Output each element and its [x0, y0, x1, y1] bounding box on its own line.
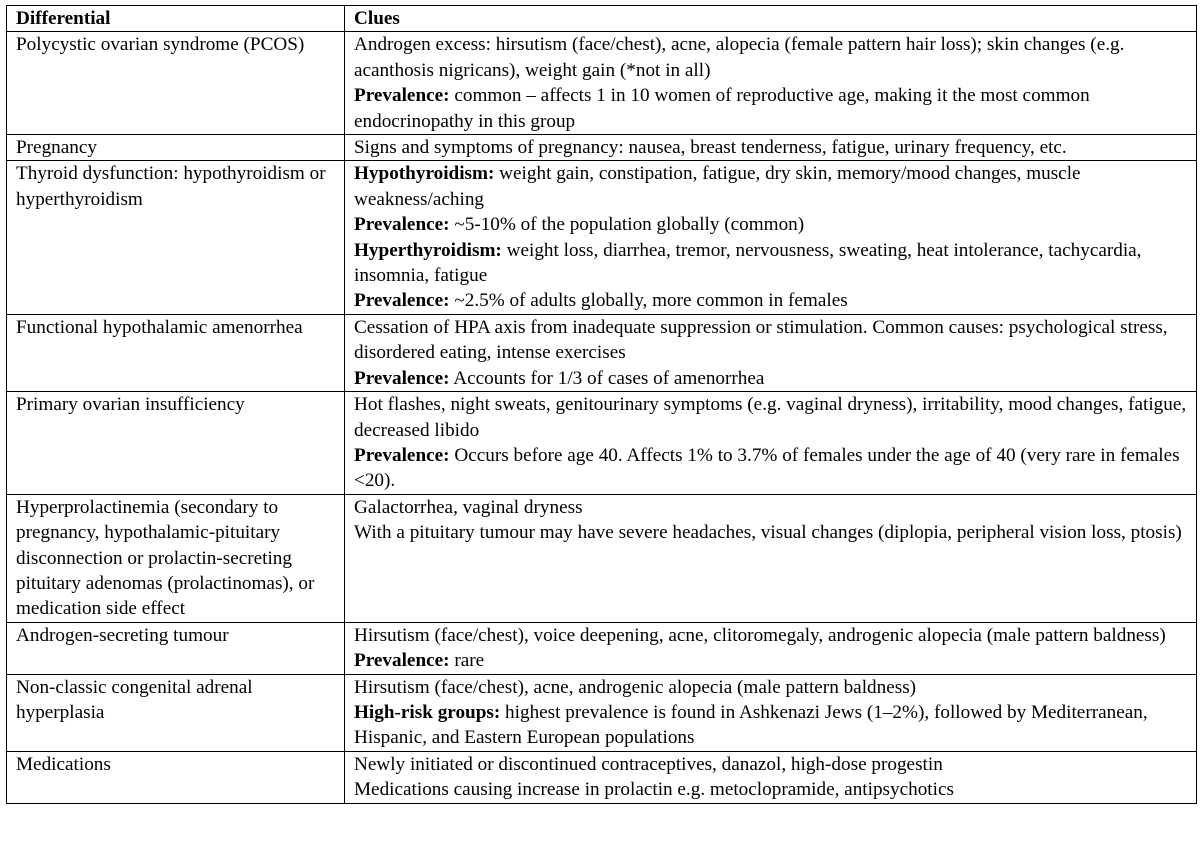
clues-cell — [345, 135, 1197, 161]
differential-cell: Medications — [7, 751, 345, 803]
clues-cell — [345, 494, 1197, 622]
clue-line — [354, 238, 1192, 289]
clue-line — [354, 520, 1192, 545]
clue-text: weight loss, diarrhea, tremor, nervousness, sweating, heat intolerance, tachycardia, insomnia, fatigue — [354, 239, 1142, 287]
clue-text: Hot flashes, night sweats, genitourinary symptoms (e.g. vaginal dryness), irritability, mood changes, fatigue, decreased libido — [354, 394, 1187, 441]
differential-cell: Pregnancy — [7, 135, 345, 161]
clue-line — [354, 212, 1192, 237]
clue-text: ~5-10% of the population globally (common) — [449, 214, 805, 236]
table-row — [7, 314, 1197, 391]
clue-line — [354, 495, 1192, 520]
clue-text: Hirsutism (face/chest), acne, androgenic alopecia (male pattern baldness) — [354, 676, 917, 698]
differential-cell: Non-classic congenital adrenal hyperplasia — [7, 674, 345, 751]
clue-text: Hirsutism (face/chest), voice deepening, acne, clitoromegaly, androgenic alopecia (male pattern baldness) — [354, 624, 1166, 646]
table-row — [7, 161, 1197, 314]
table-row — [7, 32, 1197, 135]
clue-text: With a pituitary tumour may have severe headaches, visual changes (diplopia, peripheral vision loss, ptosis) — [354, 522, 1182, 544]
differential-cell: Hyperprolactinemia (secondary to pregnancy, hypothalamic-pituitary disconnection or prolactin-secreting pituitary adenomas (prolactinomas), or medication side effect — [7, 494, 345, 622]
differential-cell: Thyroid dysfunction: hypothyroidism or hyperthyroidism — [7, 161, 345, 314]
differential-cell: Polycystic ovarian syndrome (PCOS) — [7, 32, 345, 135]
clue-line — [354, 135, 1192, 160]
clue-line — [354, 32, 1192, 83]
differential-cell: Androgen-secreting tumour — [7, 622, 345, 674]
clues-cell — [345, 314, 1197, 391]
clues-cell — [345, 161, 1197, 314]
clue-label: Prevalence: — [354, 85, 450, 107]
table-row — [7, 392, 1197, 495]
differential-cell: Functional hypothalamic amenorrhea — [7, 314, 345, 391]
table-body — [7, 32, 1197, 803]
clue-line — [354, 288, 1192, 313]
differential-table — [6, 5, 1197, 804]
clue-label: Prevalence: — [354, 650, 450, 672]
clue-text: Occurs before age 40. Affects 1% to 3.7% of females under the age of 40 (very rare in females <20). — [354, 444, 1180, 492]
clue-line — [354, 675, 1192, 700]
clues-cell — [345, 622, 1197, 674]
clue-text: Accounts for 1/3 of cases of amenorrhea — [449, 367, 765, 389]
clue-label: Prevalence: — [354, 444, 450, 466]
clue-text: ~2.5% of adults globally, more common in females — [449, 290, 848, 312]
clue-label: Hypothyroidism: — [354, 163, 495, 185]
clue-label: Hyperthyroidism: — [354, 239, 502, 261]
clue-text: common – affects 1 in 10 women of reproductive age, making it the most common endocrinopathy in this group — [354, 85, 1090, 132]
header-row — [7, 6, 1197, 32]
clue-line — [354, 161, 1192, 212]
clue-text: rare — [449, 650, 485, 672]
clue-line — [354, 623, 1192, 648]
clue-line — [354, 777, 1192, 802]
table-row — [7, 135, 1197, 161]
clue-label: Prevalence: — [354, 290, 450, 312]
clues-cell — [345, 751, 1197, 803]
clue-text: Androgen excess: hirsutism (face/chest), acne, alopecia (female pattern hair loss); skin changes (e.g. acanthosis nigricans), weight gain (*not in all) — [354, 34, 1125, 81]
table-row — [7, 622, 1197, 674]
differential-cell: Primary ovarian insufficiency — [7, 392, 345, 495]
clue-text: Newly initiated or discontinued contraceptives, danazol, high-dose progestin — [354, 753, 943, 775]
table-row — [7, 674, 1197, 751]
clue-text: Medications causing increase in prolactin e.g. metoclopramide, antipsychotics — [354, 779, 954, 801]
clue-line — [354, 443, 1192, 494]
clue-label: Prevalence: — [354, 367, 450, 389]
clues-cell — [345, 32, 1197, 135]
clue-line — [354, 648, 1192, 673]
header-clues: Clues — [345, 6, 1197, 32]
clue-text: Galactorrhea, vaginal dryness — [354, 496, 583, 518]
table-row — [7, 751, 1197, 803]
table-row — [7, 494, 1197, 622]
header-differential: Differential — [7, 6, 345, 32]
clue-line — [354, 392, 1192, 443]
clue-label: High-risk groups: — [354, 701, 501, 723]
clue-line — [354, 315, 1192, 366]
clue-line — [354, 752, 1192, 777]
clue-text: weight gain, constipation, fatigue, dry skin, memory/mood changes, muscle weakness/aching — [354, 163, 1081, 210]
clues-cell — [345, 392, 1197, 495]
clues-cell — [345, 674, 1197, 751]
clue-label: Prevalence: — [354, 214, 450, 236]
clue-line — [354, 700, 1192, 751]
clue-text: highest prevalence is found in Ashkenazi Jews (1–2%), followed by Mediterranean, Hispanic, and Eastern European populations — [354, 701, 1148, 749]
clue-text: Cessation of HPA axis from inadequate suppression or stimulation. Common causes: psychological stress, disordered eating, intense exercises — [354, 316, 1168, 364]
clue-line — [354, 366, 1192, 391]
clue-line — [354, 83, 1192, 134]
clue-text: Signs and symptoms of pregnancy: nausea, breast tenderness, fatigue, urinary frequency, etc. — [354, 137, 1067, 159]
